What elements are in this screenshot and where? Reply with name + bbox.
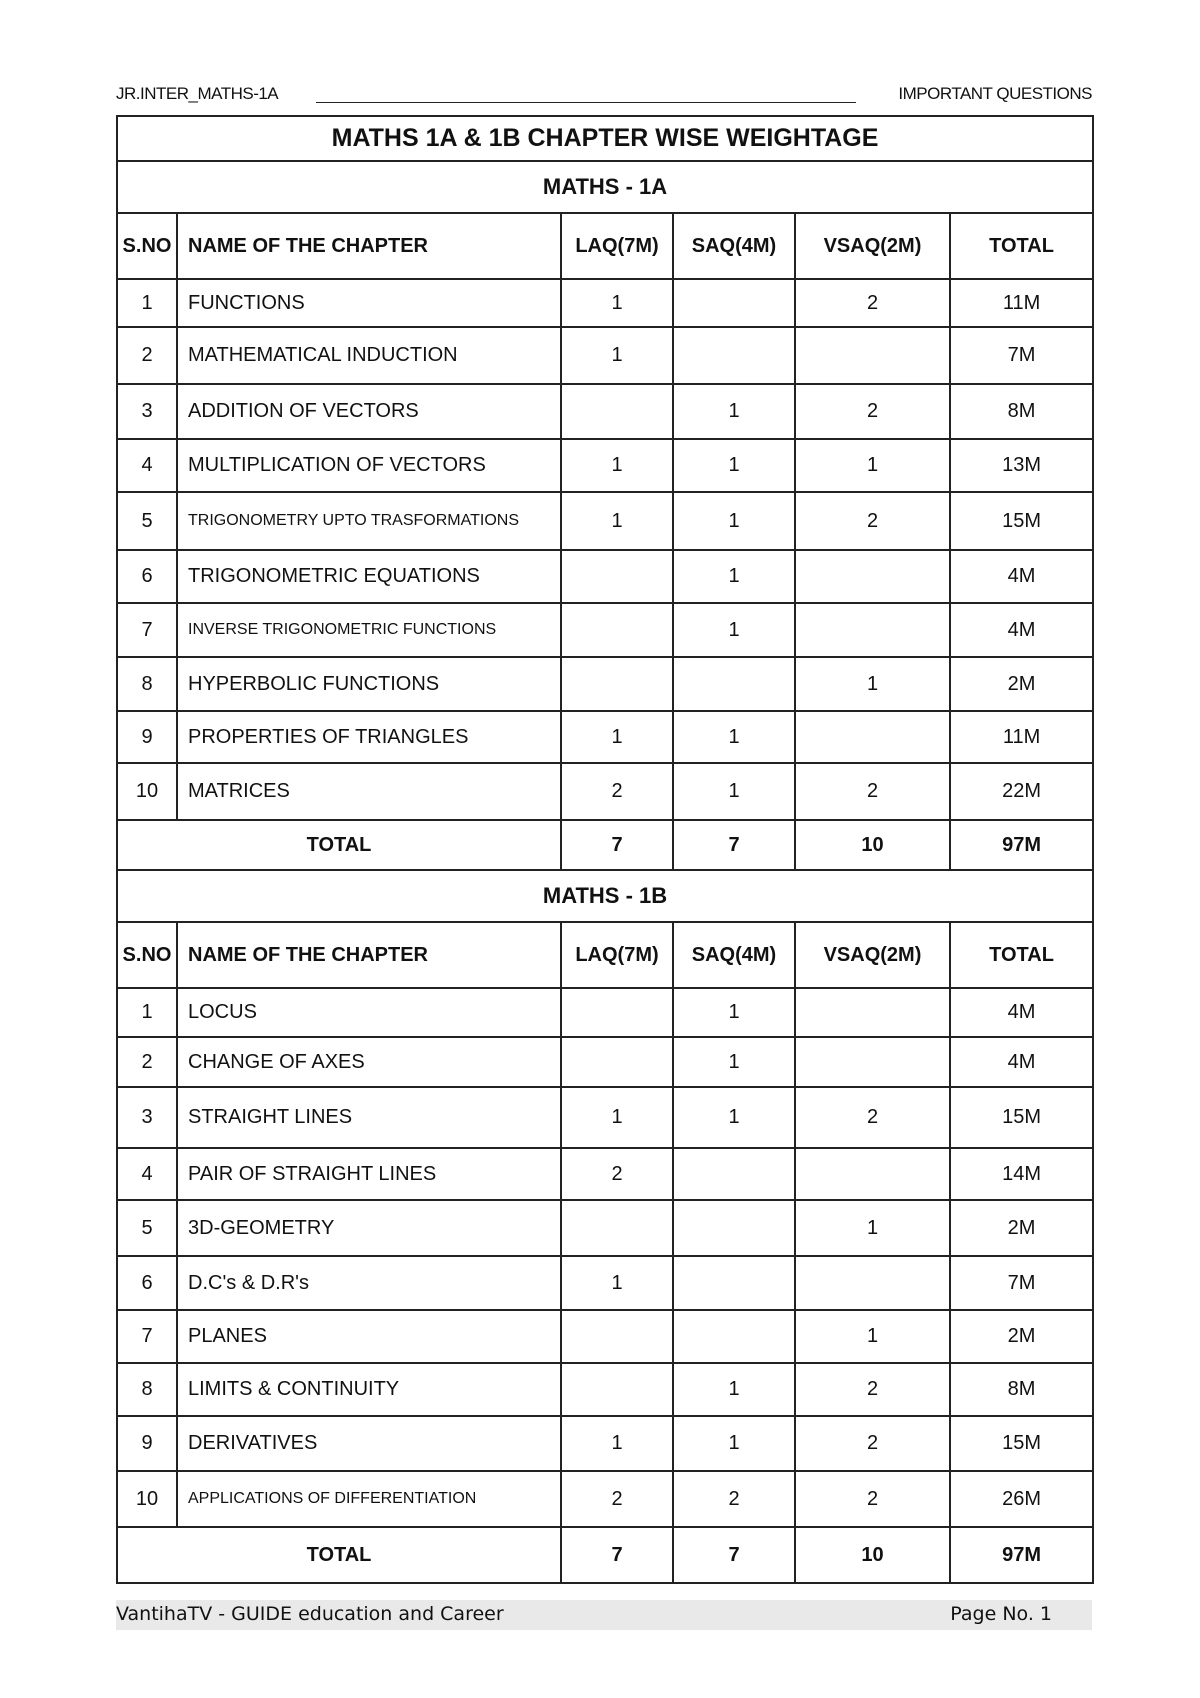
row-sno: 9 [117, 1416, 177, 1471]
row-sno: 1 [117, 279, 177, 327]
table-row [117, 279, 1093, 327]
row-saq: 1 [673, 1363, 795, 1416]
maths1a-total-vsaq: 10 [795, 820, 950, 870]
row-chapter-name: MULTIPLICATION OF VECTORS [177, 439, 561, 492]
row-laq [561, 1037, 673, 1087]
table-row [117, 988, 1093, 1037]
row-chapter-name: HYPERBOLIC FUNCTIONS [177, 657, 561, 711]
row-saq: 1 [673, 550, 795, 603]
maths1a-total-saq: 7 [673, 820, 795, 870]
row-laq: 1 [561, 711, 673, 763]
row-vsaq: 2 [795, 492, 950, 550]
col-header-total: TOTAL [950, 213, 1093, 279]
row-laq: 1 [561, 1087, 673, 1148]
row-total: 7M [950, 327, 1093, 384]
row-saq [673, 1310, 795, 1363]
row-laq [561, 550, 673, 603]
row-saq [673, 1256, 795, 1310]
row-total: 11M [950, 711, 1093, 763]
row-sno: 8 [117, 657, 177, 711]
row-chapter-name: CHANGE OF AXES [177, 1037, 561, 1087]
row-sno: 4 [117, 1148, 177, 1200]
row-laq [561, 1200, 673, 1256]
row-total: 8M [950, 1363, 1093, 1416]
row-chapter-name: ADDITION OF VECTORS [177, 384, 561, 439]
row-chapter-name: STRAIGHT LINES [177, 1087, 561, 1148]
row-vsaq: 1 [795, 1310, 950, 1363]
table-row [117, 657, 1093, 711]
table-row [117, 492, 1093, 550]
row-chapter-name: 3D-GEOMETRY [177, 1200, 561, 1256]
row-vsaq: 2 [795, 384, 950, 439]
row-saq: 1 [673, 439, 795, 492]
row-total: 4M [950, 1037, 1093, 1087]
table-row [117, 763, 1093, 820]
row-sno: 1 [117, 988, 177, 1037]
maths1a-heading: MATHS - 1A [117, 161, 1093, 213]
row-total: 11M [950, 279, 1093, 327]
table-row [117, 1471, 1093, 1527]
table-row [117, 1200, 1093, 1256]
col-header-name: NAME OF THE CHAPTER [177, 922, 561, 988]
table-row [117, 1148, 1093, 1200]
row-vsaq: 2 [795, 763, 950, 820]
header-right-text: IMPORTANT QUESTIONS [898, 84, 1092, 103]
row-laq: 1 [561, 327, 673, 384]
row-saq: 1 [673, 763, 795, 820]
page-footer [116, 1600, 1092, 1630]
row-laq: 2 [561, 1471, 673, 1527]
row-total: 2M [950, 657, 1093, 711]
row-chapter-name: LOCUS [177, 988, 561, 1037]
row-sno: 2 [117, 1037, 177, 1087]
row-saq [673, 1148, 795, 1200]
table-row [117, 1087, 1093, 1148]
row-sno: 3 [117, 1087, 177, 1148]
row-laq: 1 [561, 439, 673, 492]
row-vsaq: 1 [795, 1200, 950, 1256]
row-saq: 1 [673, 1087, 795, 1148]
row-laq [561, 988, 673, 1037]
weightage-table [116, 115, 1094, 1584]
row-vsaq: 2 [795, 1471, 950, 1527]
row-chapter-name: PAIR OF STRAIGHT LINES [177, 1148, 561, 1200]
col-header-name: NAME OF THE CHAPTER [177, 213, 561, 279]
maths1b-total-label: TOTAL [117, 1527, 561, 1583]
col-header-laq: LAQ(7M) [561, 922, 673, 988]
row-laq: 1 [561, 1416, 673, 1471]
row-chapter-name: FUNCTIONS [177, 279, 561, 327]
maths1b-total-laq: 7 [561, 1527, 673, 1583]
col-header-sno: S.NO [117, 922, 177, 988]
row-sno: 6 [117, 550, 177, 603]
row-chapter-name: MATRICES [177, 763, 561, 820]
row-vsaq [795, 1037, 950, 1087]
row-total: 4M [950, 550, 1093, 603]
row-vsaq [795, 1148, 950, 1200]
col-header-sno: S.NO [117, 213, 177, 279]
table-row [117, 384, 1093, 439]
header-left-text: JR.INTER_MATHS-1A [116, 84, 279, 103]
row-sno: 5 [117, 492, 177, 550]
row-sno: 10 [117, 763, 177, 820]
row-vsaq [795, 988, 950, 1037]
row-total: 14M [950, 1148, 1093, 1200]
col-header-vsaq: VSAQ(2M) [795, 213, 950, 279]
col-header-vsaq: VSAQ(2M) [795, 922, 950, 988]
table-row [117, 711, 1093, 763]
row-sno: 7 [117, 1310, 177, 1363]
row-total: 4M [950, 988, 1093, 1037]
row-chapter-name: DERIVATIVES [177, 1416, 561, 1471]
row-chapter-name: TRIGONOMETRY UPTO TRASFORMATIONS [177, 492, 561, 550]
row-laq [561, 603, 673, 657]
row-laq [561, 657, 673, 711]
row-total: 15M [950, 1416, 1093, 1471]
col-header-total: TOTAL [950, 922, 1093, 988]
col-header-saq: SAQ(4M) [673, 922, 795, 988]
row-vsaq [795, 1256, 950, 1310]
table-row [117, 1416, 1093, 1471]
row-saq: 1 [673, 711, 795, 763]
table-row [117, 1037, 1093, 1087]
maths1b-total-saq: 7 [673, 1527, 795, 1583]
row-laq: 1 [561, 279, 673, 327]
footer-left-text: VantihaTV - GUIDE education and Career [116, 1603, 504, 1625]
row-laq [561, 1310, 673, 1363]
row-sno: 5 [117, 1200, 177, 1256]
row-total: 8M [950, 384, 1093, 439]
row-chapter-name: INVERSE TRIGONOMETRIC FUNCTIONS [177, 603, 561, 657]
row-saq [673, 657, 795, 711]
row-total: 15M [950, 492, 1093, 550]
row-saq [673, 279, 795, 327]
row-sno: 8 [117, 1363, 177, 1416]
table-row [117, 327, 1093, 384]
row-total: 22M [950, 763, 1093, 820]
row-vsaq: 2 [795, 279, 950, 327]
row-laq: 1 [561, 1256, 673, 1310]
table-row [117, 1363, 1093, 1416]
row-saq: 1 [673, 384, 795, 439]
row-chapter-name: APPLICATIONS OF DIFFERENTIATION [177, 1471, 561, 1527]
row-total: 13M [950, 439, 1093, 492]
maths1b-total-marks: 97M [950, 1527, 1093, 1583]
maths1a-total-marks: 97M [950, 820, 1093, 870]
row-vsaq: 2 [795, 1416, 950, 1471]
row-chapter-name: MATHEMATICAL INDUCTION [177, 327, 561, 384]
row-laq: 2 [561, 763, 673, 820]
page-header [116, 84, 1092, 106]
row-saq: 1 [673, 988, 795, 1037]
row-vsaq [795, 327, 950, 384]
row-saq: 1 [673, 492, 795, 550]
row-sno: 3 [117, 384, 177, 439]
row-vsaq: 1 [795, 657, 950, 711]
row-sno: 9 [117, 711, 177, 763]
row-laq: 2 [561, 1148, 673, 1200]
row-laq [561, 1363, 673, 1416]
table-row [117, 439, 1093, 492]
table-title: MATHS 1A & 1B CHAPTER WISE WEIGHTAGE [117, 116, 1093, 161]
row-saq: 1 [673, 1037, 795, 1087]
row-chapter-name: TRIGONOMETRIC EQUATIONS [177, 550, 561, 603]
row-total: 4M [950, 603, 1093, 657]
table-row [117, 550, 1093, 603]
maths1a-total-label: TOTAL [117, 820, 561, 870]
page-number: Page No. 1 [950, 1603, 1052, 1625]
table-row [117, 1310, 1093, 1363]
row-vsaq: 2 [795, 1087, 950, 1148]
row-total: 26M [950, 1471, 1093, 1527]
row-sno: 2 [117, 327, 177, 384]
row-total: 2M [950, 1310, 1093, 1363]
row-saq: 1 [673, 1416, 795, 1471]
table-row [117, 603, 1093, 657]
header-rule [316, 102, 856, 103]
row-sno: 4 [117, 439, 177, 492]
col-header-saq: SAQ(4M) [673, 213, 795, 279]
maths1a-total-laq: 7 [561, 820, 673, 870]
row-chapter-name: D.C's & D.R's [177, 1256, 561, 1310]
row-chapter-name: PROPERTIES OF TRIANGLES [177, 711, 561, 763]
row-total: 7M [950, 1256, 1093, 1310]
row-sno: 10 [117, 1471, 177, 1527]
col-header-laq: LAQ(7M) [561, 213, 673, 279]
row-vsaq [795, 550, 950, 603]
row-vsaq [795, 603, 950, 657]
row-vsaq: 2 [795, 1363, 950, 1416]
weightage-sheet [116, 115, 1092, 1584]
row-vsaq: 1 [795, 439, 950, 492]
row-chapter-name: LIMITS & CONTINUITY [177, 1363, 561, 1416]
table-row [117, 1256, 1093, 1310]
row-chapter-name: PLANES [177, 1310, 561, 1363]
row-laq [561, 384, 673, 439]
row-total: 15M [950, 1087, 1093, 1148]
row-sno: 7 [117, 603, 177, 657]
row-saq: 1 [673, 603, 795, 657]
row-sno: 6 [117, 1256, 177, 1310]
row-saq [673, 327, 795, 384]
row-vsaq [795, 711, 950, 763]
row-saq: 2 [673, 1471, 795, 1527]
row-total: 2M [950, 1200, 1093, 1256]
row-laq: 1 [561, 492, 673, 550]
maths1b-total-vsaq: 10 [795, 1527, 950, 1583]
row-saq [673, 1200, 795, 1256]
maths1b-heading: MATHS - 1B [117, 870, 1093, 922]
